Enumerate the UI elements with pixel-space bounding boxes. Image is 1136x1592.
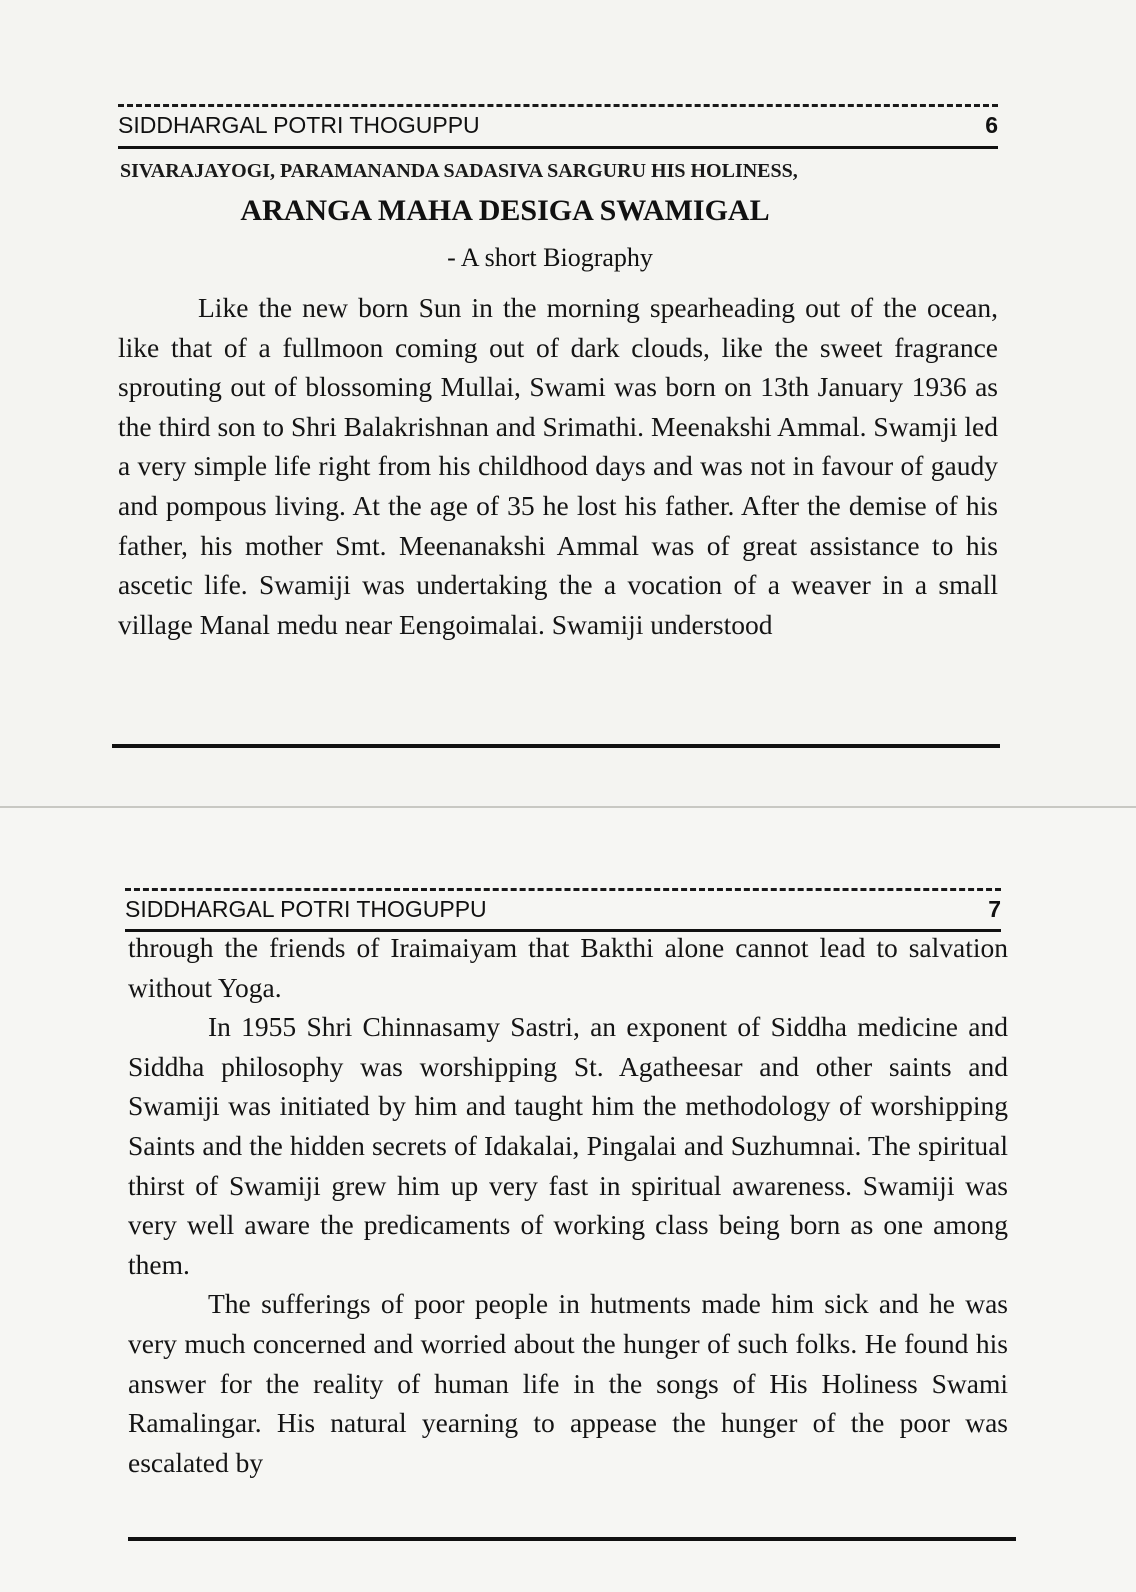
paragraph: The sufferings of poor people in hutments made him sick and he was very much concerned and worried about the hunger of such folks. He found his answer for the reality of human life in the songs of His Holiness Swami Ramalingar. His natural yearning to appease the hunger of the poor was escalated by [128, 1288, 1008, 1478]
body-text [118, 288, 998, 644]
footer-rule [112, 744, 1000, 748]
header-dashed-line [125, 888, 1001, 891]
header-rule [118, 146, 998, 149]
page-7 [0, 808, 1136, 1592]
subtitle: SIVARAJAYOGI, PARAMANANDA SADASIVA SARGURU HIS HOLINESS, [120, 160, 798, 182]
paragraph: Like the new born Sun in the morning spearheading out of the ocean, like that of a fullmoon coming out of dark clouds, like the sweet fragrance sprouting out of blossoming Mullai, Swami was born on 13th January 1936 as the third son to Shri Balakrishnan and Srimathi. Meenakshi Ammal. Swamji led a very simple life right from his childhood days and was not in favour of gaudy and pompous living. At the age of 35 he lost his father. After the demise of his father, his mother Smt. Meenanakshi Ammal was of great assistance to his ascetic life. Swamiji was undertaking the a vocation of a weaver in a small village Manal medu near Eengoimalai. Swamiji understood [118, 292, 998, 640]
page-title: ARANGA MAHA DESIGA SWAMIGAL [240, 194, 770, 227]
page-header [118, 112, 998, 139]
paragraph: through the friends of Iraimaiyam that Bakthi alone cannot lead to salvation without Yoga. [128, 932, 1008, 1003]
page-number: 7 [988, 896, 1001, 922]
header-title: SIDDHARGAL POTRI THOGUPPU [118, 112, 480, 138]
page-header [125, 896, 1001, 923]
page-number: 6 [985, 112, 998, 138]
header-title: SIDDHARGAL POTRI THOGUPPU [125, 896, 487, 922]
footer-rule [128, 1537, 1016, 1541]
subheading: - A short Biography [447, 243, 653, 272]
body-text [128, 928, 1008, 1482]
header-dashed-line [118, 104, 998, 107]
paragraph: In 1955 Shri Chinnasamy Sastri, an exponent of Siddha medicine and Siddha philosophy was worshipping St. Agatheesar and other saints and Swamiji was initiated by him and taught him the methodology of worshipping Saints and the hidden secrets of Idakalai, Pingalai and Suzhumnai. The spiritual thirst of Swamiji grew him up very fast in spiritual awareness. Swamiji was very well aware the predicaments of working class being born as one among them. [128, 1011, 1008, 1280]
